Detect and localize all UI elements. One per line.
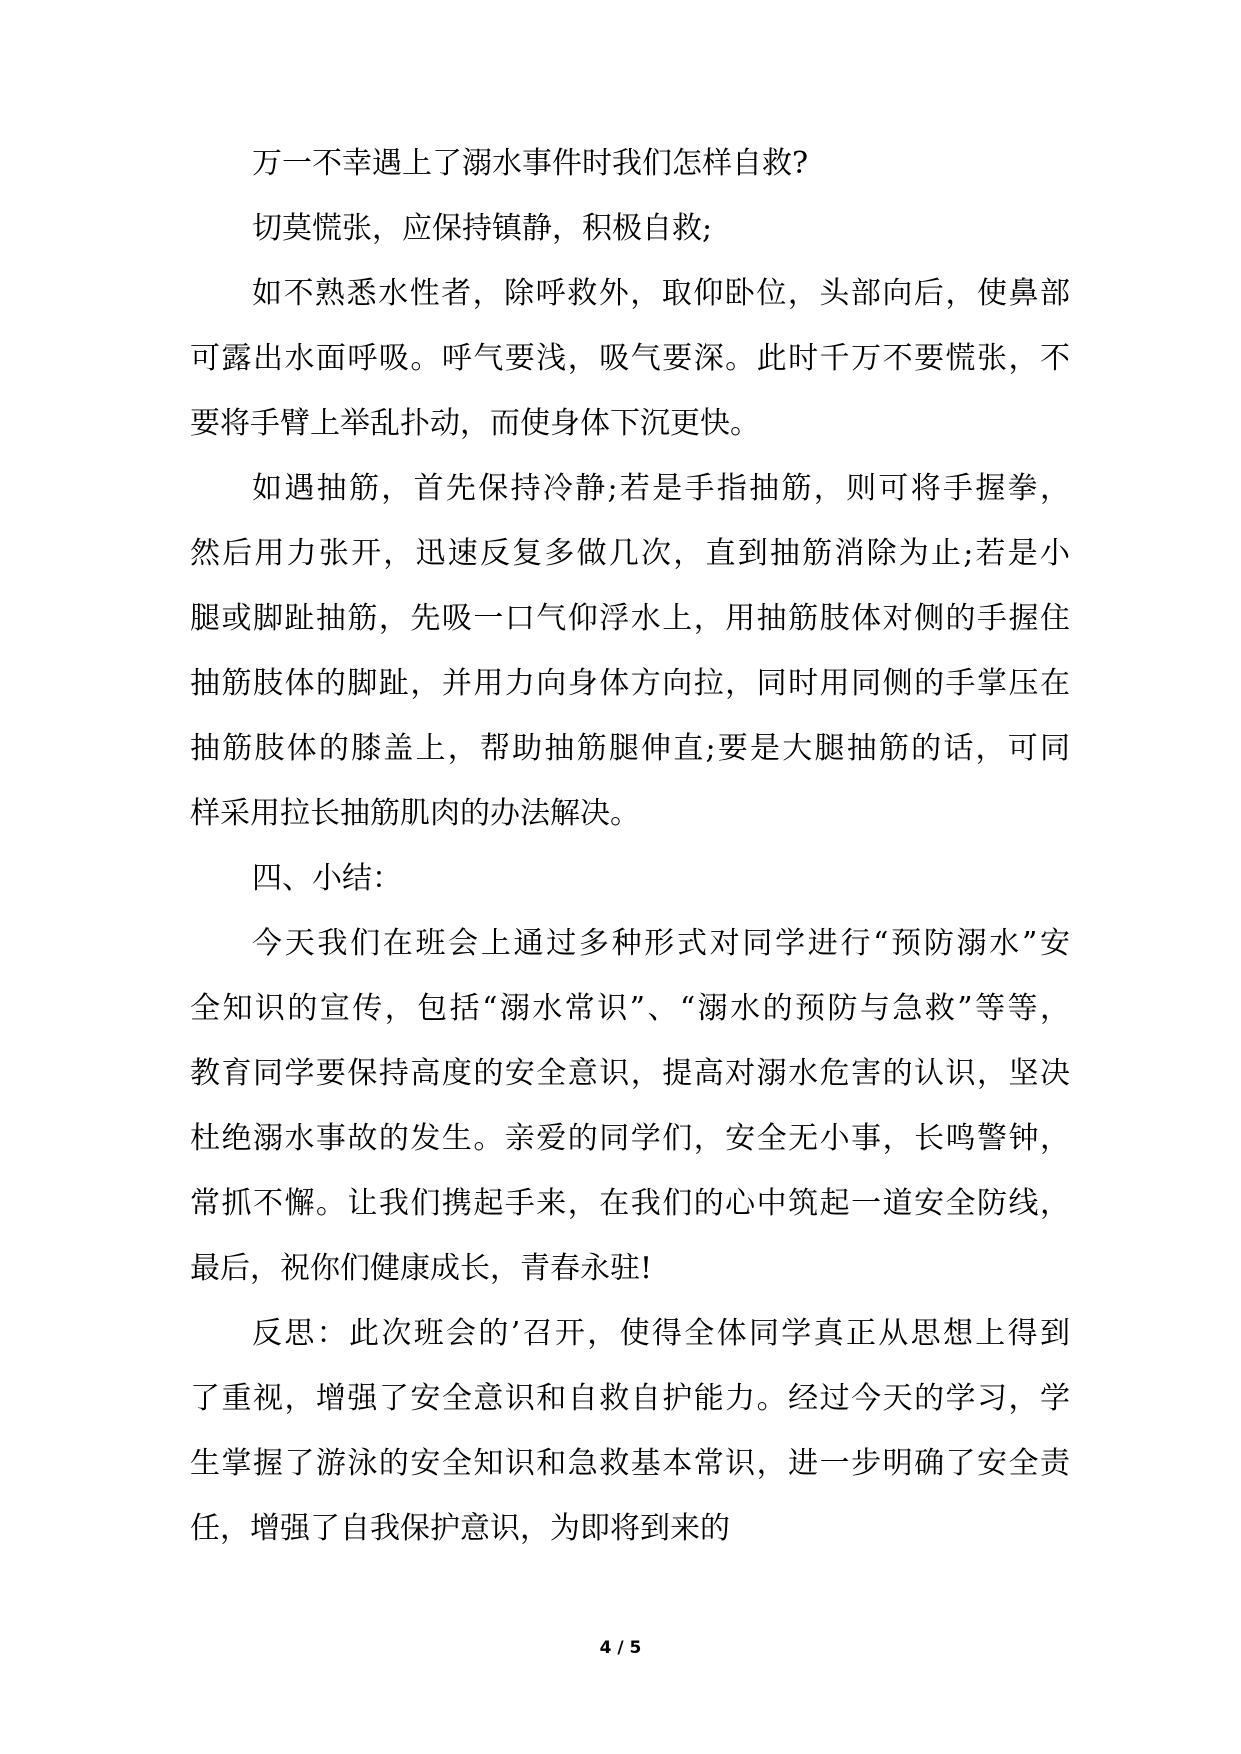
text-line: 抽筋肢体的脚趾，并用力向身体方向拉，同时用同侧的手掌压在 bbox=[190, 666, 1070, 701]
text-line: 抽筋肢体的膝盖上，帮助抽筋腿伸直;要是大腿抽筋的话，可同 bbox=[190, 731, 1070, 766]
text-line: 样采用拉长抽筋肌肉的办法解决。 bbox=[190, 796, 640, 831]
text-line: 如遇抽筋，首先保持冷静;若是手指抽筋，则可将手握拳， bbox=[252, 471, 1070, 506]
text-line: 了重视，增强了安全意识和自救自护能力。经过今天的学习，学 bbox=[190, 1381, 1070, 1416]
text-line: 万一不幸遇上了溺水事件时我们怎样自救? bbox=[252, 146, 809, 181]
text-line: 生掌握了游泳的安全知识和急救基本常识，进一步明确了安全责 bbox=[190, 1446, 1070, 1481]
text-line: 全知识的宣传，包括“溺水常识”、“溺水的预防与急救”等等， bbox=[190, 991, 1070, 1026]
text-line: 反思：此次班会的’召开，使得全体同学真正从思想上得到 bbox=[252, 1316, 1070, 1351]
text-line: 今天我们在班会上通过多种形式对同学进行“预防溺水”安 bbox=[252, 926, 1070, 961]
text-line: 可露出水面呼吸。呼气要浅，吸气要深。此时千万不要慌张，不 bbox=[190, 341, 1070, 376]
text-line: 然后用力张开，迅速反复多做几次，直到抽筋消除为止;若是小 bbox=[190, 536, 1070, 571]
text-line: 切莫慌张，应保持镇静，积极自救; bbox=[252, 211, 713, 246]
section-heading: 四、小结： bbox=[252, 861, 402, 896]
text-line: 常抓不懈。让我们携起手来，在我们的心中筑起一道安全防线， bbox=[190, 1186, 1070, 1221]
text-line: 最后，祝你们健康成长，青春永驻! bbox=[190, 1251, 653, 1286]
text-line: 如不熟悉水性者，除呼救外，取仰卧位，头部向后，使鼻部 bbox=[252, 276, 1070, 311]
text-line: 要将手臂上举乱扑动，而使身体下沉更快。 bbox=[190, 406, 760, 441]
text-line: 任，增强了自我保护意识，为即将到来的 bbox=[190, 1511, 730, 1546]
page-number: 4 / 5 bbox=[599, 1638, 642, 1658]
text-line: 教育同学要保持高度的安全意识，提高对溺水危害的认识，坚决 bbox=[190, 1056, 1070, 1091]
text-line: 腿或脚趾抽筋，先吸一口气仰浮水上，用抽筋肢体对侧的手握住 bbox=[190, 601, 1070, 636]
text-line: 杜绝溺水事故的发生。亲爱的同学们，安全无小事，长鸣警钟， bbox=[190, 1121, 1070, 1156]
